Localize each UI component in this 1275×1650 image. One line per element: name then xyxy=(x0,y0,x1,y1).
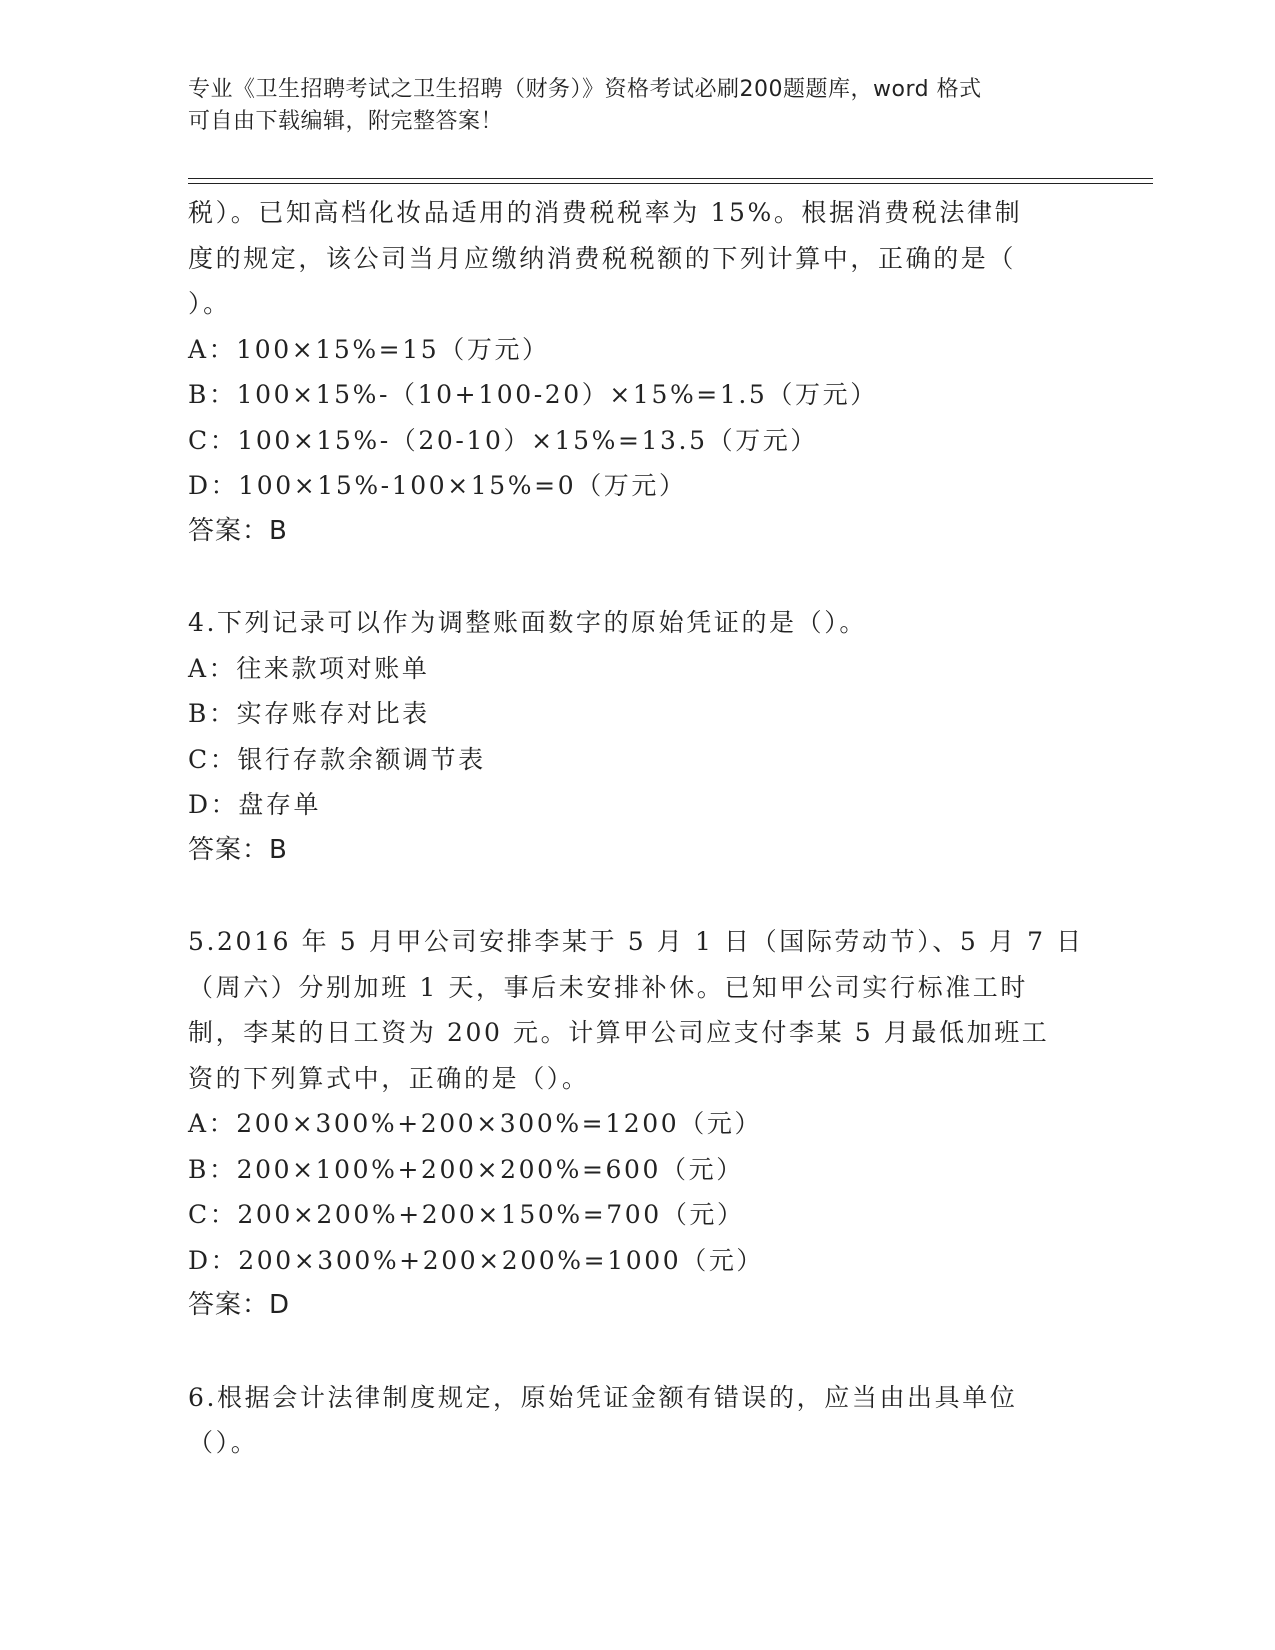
question-6-stem-line-2: （）。 xyxy=(188,1428,259,1457)
question-6-stem-line-1: 6.根据会计法律制度规定，原始凭证金额有错误的，应当由出具单位 xyxy=(188,1382,1018,1412)
header-title-line-1: 专业《卫生招聘考试之卫生招聘（财务）》资格考试必刷200题题库，word 格式 xyxy=(188,77,982,102)
question-5-option-c: C：200×200%+200×150%=700（元） xyxy=(188,1200,745,1229)
question-3-option-b: B：100×15%-（10+100-20）×15%=1.5（万元） xyxy=(188,380,878,409)
question-4 xyxy=(188,600,1088,873)
question-4-answer: 答案：B xyxy=(188,834,288,865)
question-5-stem-line-1: 5.2016 年 5 月甲公司安排李某于 5 月 1 日（国际劳动节）、5 月 7 日 xyxy=(188,927,1084,956)
question-4-option-a: A：往来款项对账单 xyxy=(188,653,430,683)
question-5-option-a: A：200×300%+200×300%=1200（元） xyxy=(188,1109,763,1138)
question-4-option-d: D：盘存单 xyxy=(188,790,322,819)
spacer xyxy=(188,873,1088,919)
question-3-stem-line-3: ）。 xyxy=(188,289,231,318)
question-4-option-c: C：银行存款余额调节表 xyxy=(188,744,486,774)
question-4-option-b: B：实存账存对比表 xyxy=(188,699,430,728)
spacer xyxy=(188,1329,1088,1375)
question-5-stem-line-3: 制，李某的日工资为 200 元。计算甲公司应支付李某 5 月最低加班工 xyxy=(188,1018,1050,1047)
question-5-option-b: B：200×100%+200×200%=600（元） xyxy=(188,1154,744,1184)
document-header xyxy=(188,74,1068,138)
header-rule-top xyxy=(188,178,1153,179)
question-3-option-a: A：100×15%=15（万元） xyxy=(188,334,550,364)
question-3 xyxy=(188,190,1088,554)
question-5-stem-line-4: 资的下列算式中，正确的是（）。 xyxy=(188,1063,590,1093)
question-3-option-d: D：100×15%-100×15%=0（万元） xyxy=(188,471,687,500)
question-5-option-d: D：200×300%+200×200%=1000（元） xyxy=(188,1245,765,1275)
header-title-line-2: 可自由下载编辑，附完整答案！ xyxy=(188,109,504,134)
question-5-stem-line-2: （周六）分别加班 1 天，事后未安排补休。已知甲公司实行标准工时 xyxy=(188,972,1029,1002)
question-3-stem-line-1: 税）。已知高档化妆品适用的消费税税率为 15%。根据消费税法律制 xyxy=(188,198,1023,227)
document-body xyxy=(188,190,1088,1466)
spacer xyxy=(188,554,1088,600)
question-5-answer: 答案：D xyxy=(188,1290,291,1320)
question-3-option-c: C：100×15%-（20-10）×15%=13.5（万元） xyxy=(188,425,819,455)
question-6 xyxy=(188,1375,1088,1466)
question-3-stem-line-2: 度的规定，该公司当月应缴纳消费税税额的下列计算中，正确的是（ xyxy=(188,243,1017,273)
question-3-answer: 答案：B xyxy=(188,515,288,546)
header-rule-bottom xyxy=(188,183,1153,184)
question-4-stem-line-1: 4.下列记录可以作为调整账面数字的原始凭证的是（）。 xyxy=(188,608,867,637)
question-5 xyxy=(188,919,1088,1329)
